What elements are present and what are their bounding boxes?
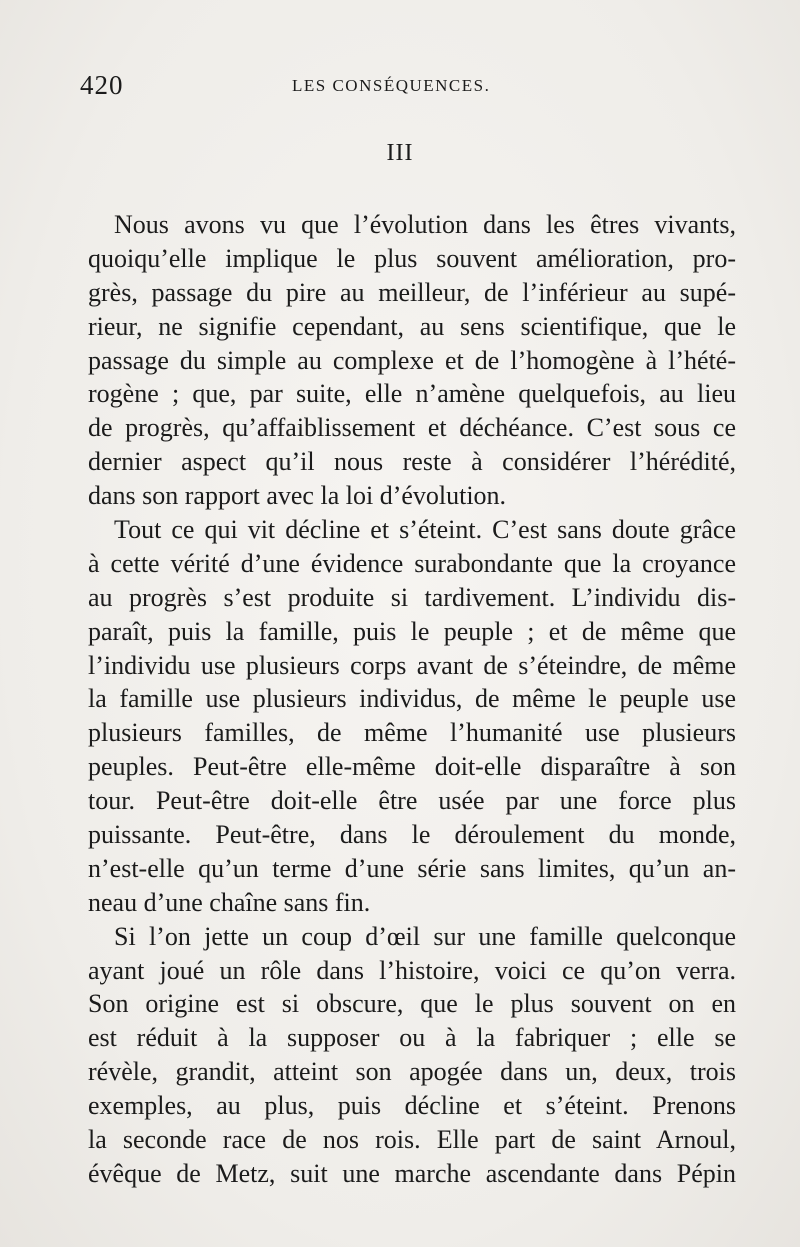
text-line: paraît, puis la famille, puis le peuple ; et de même que — [88, 616, 736, 646]
text-line: au progrès s’est produite si tardivement. L’individu dis- — [88, 582, 736, 612]
text-line: Nous avons vu que l’évolution dans les êtres vivants, — [114, 210, 736, 239]
text-line: passage du simple au complexe et de l’homogène à l’hété- — [88, 345, 736, 375]
text-line: tour. Peut-être doit-elle être usée par une force plus — [88, 786, 736, 816]
text-line: dans son rapport avec la loi d’évolution. — [88, 481, 507, 511]
text-line: évêque de Metz, suit une marche ascendante dans Pépin — [88, 1158, 736, 1188]
text-line: grès, passage du pire au meilleur, de l’inférieur au supé- — [88, 277, 736, 307]
text-line: plusieurs familles, de même l’humanité use plusieurs — [88, 718, 736, 748]
text-line: n’est-elle qu’un terme d’une série sans limites, qu’un an- — [88, 853, 736, 883]
text-line: neau d’une chaîne sans fin. — [88, 887, 371, 917]
text-line: peuples. Peut-être elle-même doit-elle disparaître à son — [88, 752, 736, 782]
text-line: rogène ; que, par suite, elle n’amène quelquefois, au lieu — [88, 379, 736, 409]
page-number: 420 — [80, 70, 124, 100]
text-line: la famille use plusieurs individus, de même le peuple use — [88, 684, 736, 714]
text-line: puissante. Peut-être, dans le déroulement du monde, — [88, 820, 736, 850]
text-line: quoiqu’elle implique le plus souvent amélioration, pro- — [88, 243, 736, 273]
text-line: ayant joué un rôle dans l’histoire, voici ce qu’on verra. — [88, 955, 736, 985]
running-head — [80, 70, 740, 106]
text-line: l’individu use plusieurs corps avant de s’éteindre, de même — [88, 650, 736, 680]
text-line: Tout ce qui vit décline et s’éteint. C’est sans doute grâce — [114, 515, 736, 545]
running-title: LES CONSÉQUENCES. — [292, 76, 491, 95]
text-line: révèle, grandit, atteint son apogée dans un, deux, trois — [88, 1057, 736, 1087]
text-line: de progrès, qu’affaiblissement et déchéance. C’est sous ce — [88, 413, 736, 443]
text-line: Si l’on jette un coup d’œil sur une famille quelconque — [114, 921, 736, 951]
section-number: III — [386, 140, 414, 166]
body-text — [88, 208, 736, 1191]
text-line: Son origine est si obscure, que le plus souvent on en — [88, 989, 736, 1019]
text-line: à cette vérité d’une évidence surabondante que la croyance — [88, 548, 736, 578]
text-line: rieur, ne signifie cependant, au sens scientifique, que le — [88, 311, 736, 341]
text-line: exemples, au plus, puis décline et s’éteint. Prenons — [88, 1091, 736, 1121]
text-line: est réduit à la supposer ou à la fabriquer ; elle se — [88, 1023, 736, 1053]
text-line: la seconde race de nos rois. Elle part de saint Arnoul, — [88, 1125, 736, 1155]
text-line: dernier aspect qu’il nous reste à considérer l’hérédité, — [88, 447, 736, 477]
